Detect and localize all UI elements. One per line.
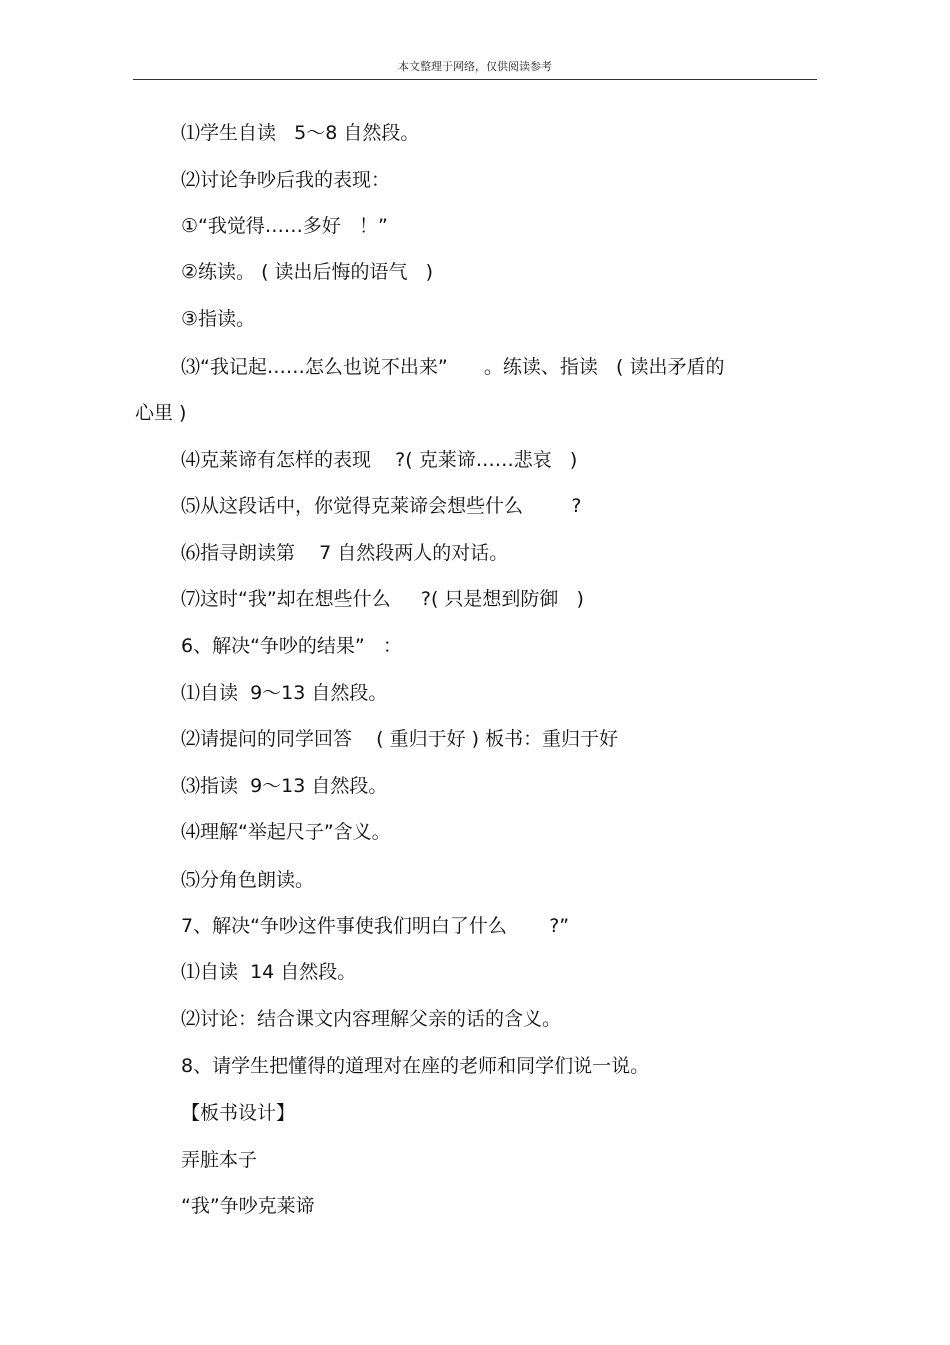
text-line: ①“我觉得……多好 ！” <box>181 215 388 237</box>
section-heading: 【板书设计】 <box>181 1102 296 1124</box>
text-line: ⑵请提问的同学回答 ( 重归于好 ) 板书：重归于好 <box>181 728 619 750</box>
text-line: 心里 ) <box>135 402 187 424</box>
text-line: ⑷克莱谛有怎样的表现 ?( 克莱谛……悲哀 ) <box>181 449 578 471</box>
text-line: 弄脏本子 <box>181 1149 258 1171</box>
text-line: ⑴自读 14 自然段。 <box>181 961 357 983</box>
text-line: ⑹指寻朗读第 7 自然段两人的对话。 <box>181 542 509 564</box>
text-line: 6、解决“争吵的结果” ： <box>181 635 402 657</box>
text-line: ⑸分角色朗读。 <box>181 869 315 891</box>
text-line: ⑺这时“我”却在想些什么 ?( 只是想到防御 ) <box>181 588 584 610</box>
text-line: ⑶指读 9～13 自然段。 <box>181 775 388 797</box>
text-line: ⑵讨论争吵后我的表现： <box>181 169 391 191</box>
page-header: 本文整理于网络，仅供阅读参考 <box>398 60 552 73</box>
text-line: ⑵讨论：结合课文内容理解父亲的话的含义。 <box>181 1008 562 1030</box>
text-line: ⑴学生自读 5～8 自然段。 <box>181 122 420 144</box>
text-line: ⑴自读 9～13 自然段。 <box>181 682 388 704</box>
text-line: ⑶“我记起……怎么也说不出来” 。练读、指读 ( 读出矛盾的 <box>181 356 725 378</box>
text-line: ②练读。 ( 读出后悔的语气 ) <box>181 261 434 283</box>
text-line: 8、请学生把懂得的道理对在座的老师和同学们说一说。 <box>181 1055 650 1077</box>
text-line: ③指读。 <box>181 308 256 330</box>
text-line: “我”争吵克莱谛 <box>181 1195 315 1217</box>
text-line: 7、解决“争吵这件事使我们明白了什么 ?” <box>181 915 570 937</box>
text-line: ⑷理解“举起尺子”含义。 <box>181 821 391 843</box>
text-line: ⑸从这段话中，你觉得克莱谛会想些什么 ? <box>181 495 582 517</box>
